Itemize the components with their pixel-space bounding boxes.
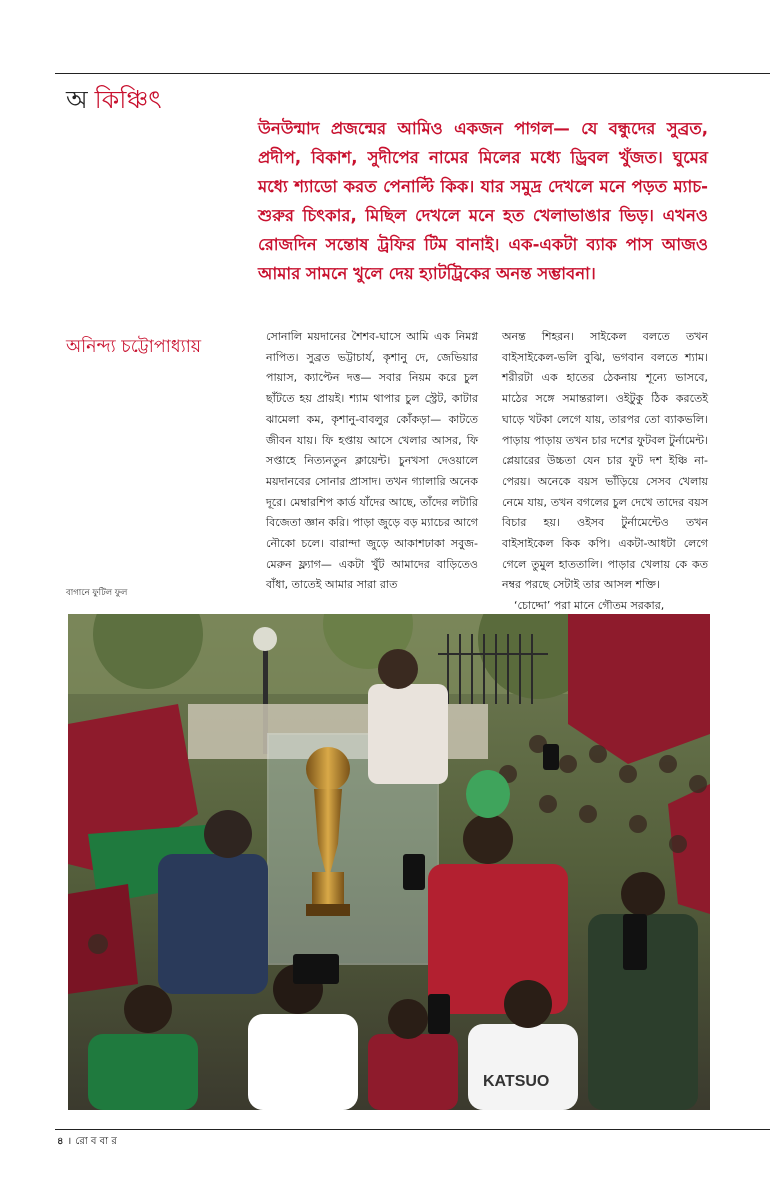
folio-separator: । — [67, 1136, 72, 1147]
section-label — [66, 84, 162, 116]
shirt-text: KATSUO — [483, 1073, 550, 1090]
section-prefix: অ — [66, 85, 88, 114]
byline: অনিন্দ্য চট্টোপাধ্যায় — [66, 337, 202, 357]
celebration-photo — [68, 614, 710, 1110]
photo-illustration — [68, 614, 710, 1110]
section-name: কিঞ্চিৎ — [94, 85, 162, 114]
standfirst: উনউন্মাদ প্রজন্মের আমিও একজন পাগল— যে বন্ধুদের সুব্রত, প্রদীপ, বিকাশ, সুদীপের নামের মিলের মধ্যে ড্রিবল খুঁজত। ঘুমের মধ্যে শ্যাডো করত পেনাল্টি কিক। যার সমুদ্র দেখলে মনে পড়ত ম্যাচ-শুরুর চিৎকার, মিছিল দেখলে মনে হত খেলাভাঙার ভিড়। এখনও রোজদিন সন্তোষ ট্রফির টিম বানাই। এক-একটা ব্যাক পাস আজও আমার সামনে খুলে দেয় হ্যাটট্রিকের অনন্ত সম্ভাবনা। — [258, 119, 708, 283]
publication-name: রো ব বা র — [75, 1136, 117, 1147]
article-paragraph: সোনালি ময়দানের শৈশব-ঘাসে আমি এক নিমগ্ন নাপিত। সুব্রত ভট্টাচার্য, কৃশানু দে, জেভিয়ার পায়াস, ক্যাপ্টেন দত্ত— সবার নিয়ম করে চুল ছাঁটতে হয় প্রায়ই। শ্যাম থাপার চুল স্ট্রেট, কাটার ঝামেলা কম, কৃশানু-বাবলুর কোঁকড়া— কাটতে জীবন যায়। ফি হপ্তায় আসে খেলার আসর, ফি সপ্তাহে নিত্যনতুন ক্লায়েন্ট। চুনখসা দেওয়ালে ময়দানবের সোনার প্রাসাদ। তখন গ্যালারি অনেক দূরে। মেম্বারশিপ কার্ড যাঁদের আছে, তাঁদের লটারি বিজেতা জ্ঞান করি। পাড়া জুড়ে বড় ম্যাচের আগে নৌকো চলে। বারান্দা জুড়ে আকাশঢাকা সবুজ-মেরুন ফ্ল্যাগ— একটা খুঁট আমাদের বাড়িতেও বাঁধা, তাতেই আমার সারা রাত — [266, 330, 478, 592]
top-rule — [55, 73, 770, 74]
article-paragraph: ‘চোদ্দো’ পরা মানে গৌতম সরকার, — [514, 599, 665, 613]
photo-caption: বাগানে ফুটিল ফুল — [66, 588, 128, 598]
article-column-1 — [266, 327, 478, 596]
page-number: ৪ — [57, 1136, 64, 1147]
folio — [57, 1133, 117, 1151]
bottom-rule — [55, 1129, 770, 1130]
article-column-2 — [502, 327, 708, 617]
article-paragraph: অনন্ত শিহরন। সাইকেল বলতে তখন বাইসাইকেল-ভলি বুঝি, ভগবান বলতে শ্যাম। শরীরটা এক হাতের ঠেকনায় শূন্যে ভাসবে, মাঠের সঙ্গে সমান্তরাল। ওইটুকু ঠিক করতেই ঘাড়ে খটকা লেগে যায়, তারপর তো ব্যাকভলি। পাড়ায় পাড়ায় তখন চার দশের ফুটবল টুর্নামেন্ট। প্লেয়ারের উচ্চতা যেন চার ফুট দশ ইঞ্চি না-পেরয়। অনেকে বয়স ভাঁড়িয়ে সেসব খেলায় নেমে যায়, তখন বগলের চুল দেখে তাদের বয়স বিচার হয়। ওইসব টুর্নামেন্টেও তখন বাইসাইকেল কিক কপি। একটা-আধটা লেগে গেলে তুমুল হাততালি। পাড়ার খেলায় কে কত নম্বর পরছে সেটাই তার আসল শক্তি। — [502, 330, 708, 592]
